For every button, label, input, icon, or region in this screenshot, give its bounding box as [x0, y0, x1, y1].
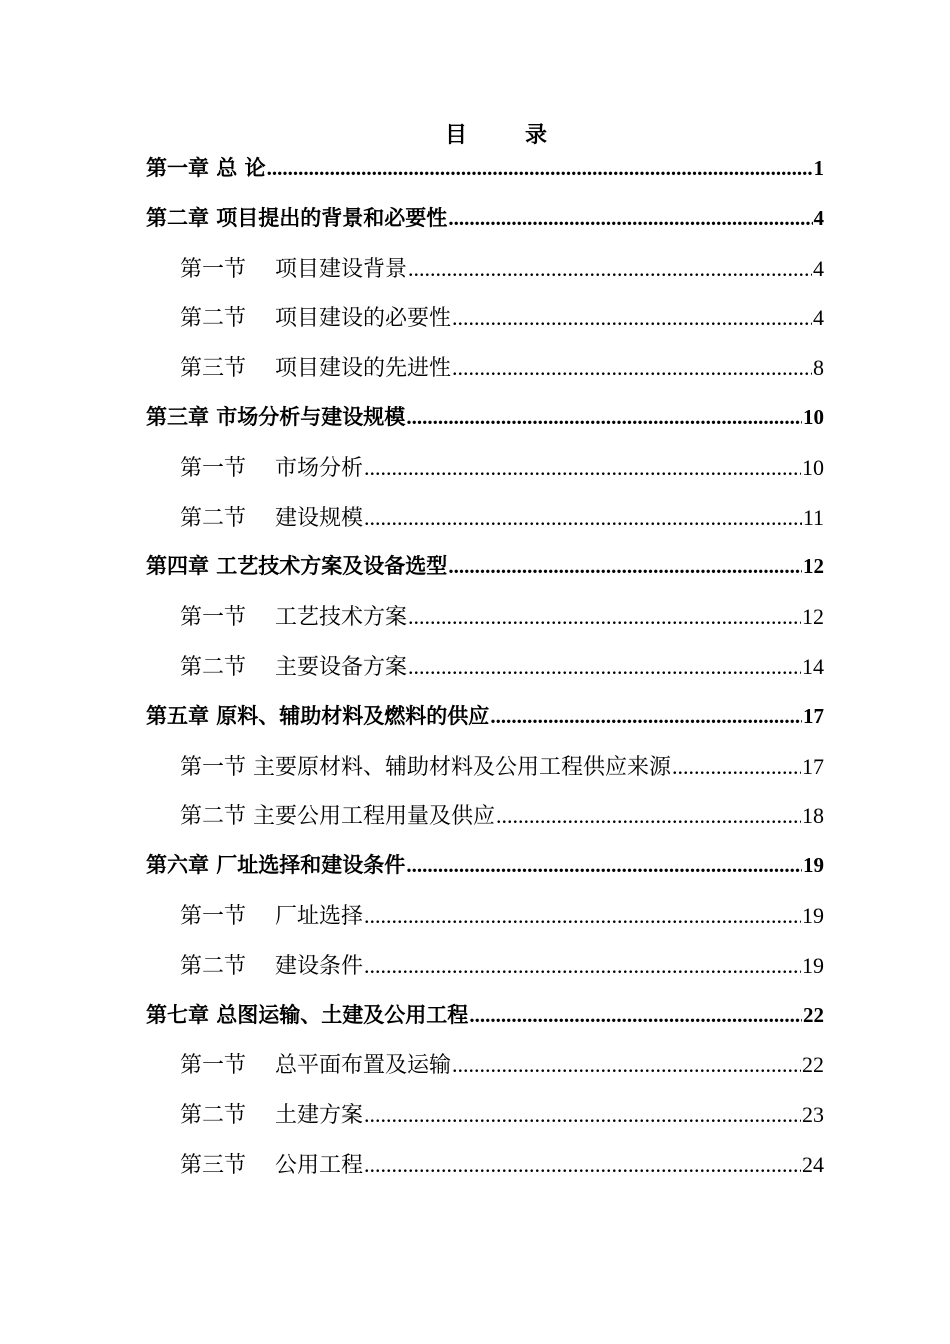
- toc-section-entry[interactable]: [180, 252, 824, 292]
- toc-dot-leader: [364, 1152, 801, 1178]
- toc-dot-leader: [408, 654, 801, 680]
- toc-entry-title: 第二节 建设条件: [180, 953, 363, 979]
- toc-page-number: 22: [802, 1052, 824, 1078]
- toc-dot-leader: [448, 554, 802, 579]
- toc-page-number: 22: [803, 1002, 824, 1027]
- toc-entry-title: 第三节 项目建设的先进性: [180, 356, 451, 382]
- toc-chapter-entry[interactable]: [146, 999, 824, 1039]
- toc-entry-title: 第二节 土建方案: [180, 1103, 363, 1129]
- toc-page-number: 14: [802, 654, 824, 679]
- toc-entry-title: 第五章 原料、辅助材料及燃料的供应: [146, 702, 490, 728]
- toc-chapter-entry[interactable]: [146, 152, 824, 192]
- toc-page-number: 17: [802, 753, 824, 779]
- toc-section-entry[interactable]: [180, 600, 824, 640]
- toc-entry-title: 第一节 主要原材料、辅助材料及公用工程供应来源: [180, 754, 671, 780]
- toc-entry-title: 第一节 工艺技术方案: [180, 605, 407, 631]
- toc-dot-leader: [496, 803, 801, 829]
- toc-section-entry[interactable]: [180, 650, 824, 690]
- toc-dot-leader: [452, 1052, 801, 1078]
- toc-entry-title: 第六章 厂址选择和建设条件: [146, 852, 406, 878]
- toc-page-number: 19: [802, 903, 824, 928]
- toc-dot-leader: [364, 505, 802, 531]
- toc-section-entry[interactable]: [180, 949, 824, 989]
- toc-section-entry[interactable]: [180, 451, 824, 491]
- toc-page-number: 4: [813, 305, 824, 331]
- toc-page-number: 1: [813, 156, 824, 180]
- toc-page-number: 8: [813, 355, 824, 381]
- toc-entry-title: 第一节 项目建设背景: [180, 256, 407, 282]
- toc-section-entry[interactable]: [180, 899, 824, 939]
- toc-entry-title: 第一节 总平面布置及运输: [180, 1053, 451, 1079]
- toc-entry-title: 第一节 市场分析: [180, 455, 363, 481]
- toc-page-number: 4: [813, 255, 824, 281]
- toc-chapter-entry[interactable]: [146, 202, 824, 242]
- toc-page-number: 12: [802, 604, 824, 630]
- toc-dot-leader: [452, 355, 812, 381]
- toc-page-number: 4: [813, 205, 824, 230]
- toc-dot-leader: [469, 1003, 802, 1028]
- toc-page-number: 11: [802, 504, 824, 530]
- toc-dot-leader: [364, 1102, 801, 1128]
- toc-entry-title: 第三章 市场分析与建设规模: [146, 404, 406, 429]
- toc-dot-leader: [364, 953, 801, 979]
- toc-page-number: 10: [802, 454, 824, 480]
- toc-dot-leader: [452, 305, 812, 331]
- toc-section-entry[interactable]: [180, 750, 824, 790]
- toc-section-entry[interactable]: [180, 351, 824, 391]
- toc-page-number: 19: [802, 952, 824, 978]
- toc-dot-leader: [490, 704, 802, 729]
- toc-section-entry[interactable]: [180, 1048, 824, 1088]
- toc-page-number: 10: [803, 405, 824, 429]
- toc-section-entry[interactable]: [180, 501, 824, 541]
- toc-entry-title: 第七章 总图运输、土建及公用工程: [146, 1001, 469, 1027]
- toc-chapter-entry[interactable]: [146, 849, 824, 889]
- toc-entry-title: 第二节 建设规模: [180, 505, 363, 531]
- toc-section-entry[interactable]: [180, 301, 824, 341]
- toc-page-number: 24: [802, 1152, 824, 1177]
- toc-section-entry[interactable]: [180, 1098, 824, 1138]
- toc-title: 目 录: [444, 122, 565, 148]
- toc-section-entry[interactable]: [180, 799, 824, 839]
- toc-entry-title: 第一节 厂址选择: [180, 904, 363, 929]
- toc-dot-leader: [408, 604, 801, 630]
- toc-entry-title: 第一章 总 论: [146, 155, 266, 180]
- toc-dot-leader: [408, 256, 812, 282]
- toc-page-number: 19: [803, 853, 824, 878]
- toc-page-number: 12: [803, 554, 824, 579]
- toc-dot-leader: [672, 754, 801, 780]
- toc-entry-title: 第二节 主要公用工程用量及供应: [180, 804, 495, 830]
- toc-entry-title: 第二章 项目提出的背景和必要性: [146, 204, 448, 230]
- toc-dot-leader: [406, 853, 802, 878]
- toc-chapter-entry[interactable]: [146, 401, 824, 441]
- toc-entry-title: 第二节 主要设备方案: [180, 655, 407, 680]
- toc-dot-leader: [364, 903, 801, 929]
- toc-chapter-entry[interactable]: [146, 700, 824, 740]
- toc-dot-leader: [364, 455, 801, 481]
- toc-entry-title: 第四章 工艺技术方案及设备选型: [146, 553, 448, 579]
- toc-page-number: 18: [802, 803, 824, 829]
- toc-dot-leader: [267, 156, 813, 181]
- toc-entry-title: 第三节 公用工程: [180, 1153, 363, 1178]
- toc-chapter-entry[interactable]: [146, 550, 824, 590]
- toc-page-number: 17: [803, 703, 824, 728]
- toc-section-entry[interactable]: [180, 1148, 824, 1188]
- toc-entry-title: 第二节 项目建设的必要性: [180, 306, 451, 332]
- toc-dot-leader: [406, 405, 802, 430]
- toc-page-number: 23: [802, 1102, 824, 1128]
- toc-dot-leader: [448, 206, 812, 231]
